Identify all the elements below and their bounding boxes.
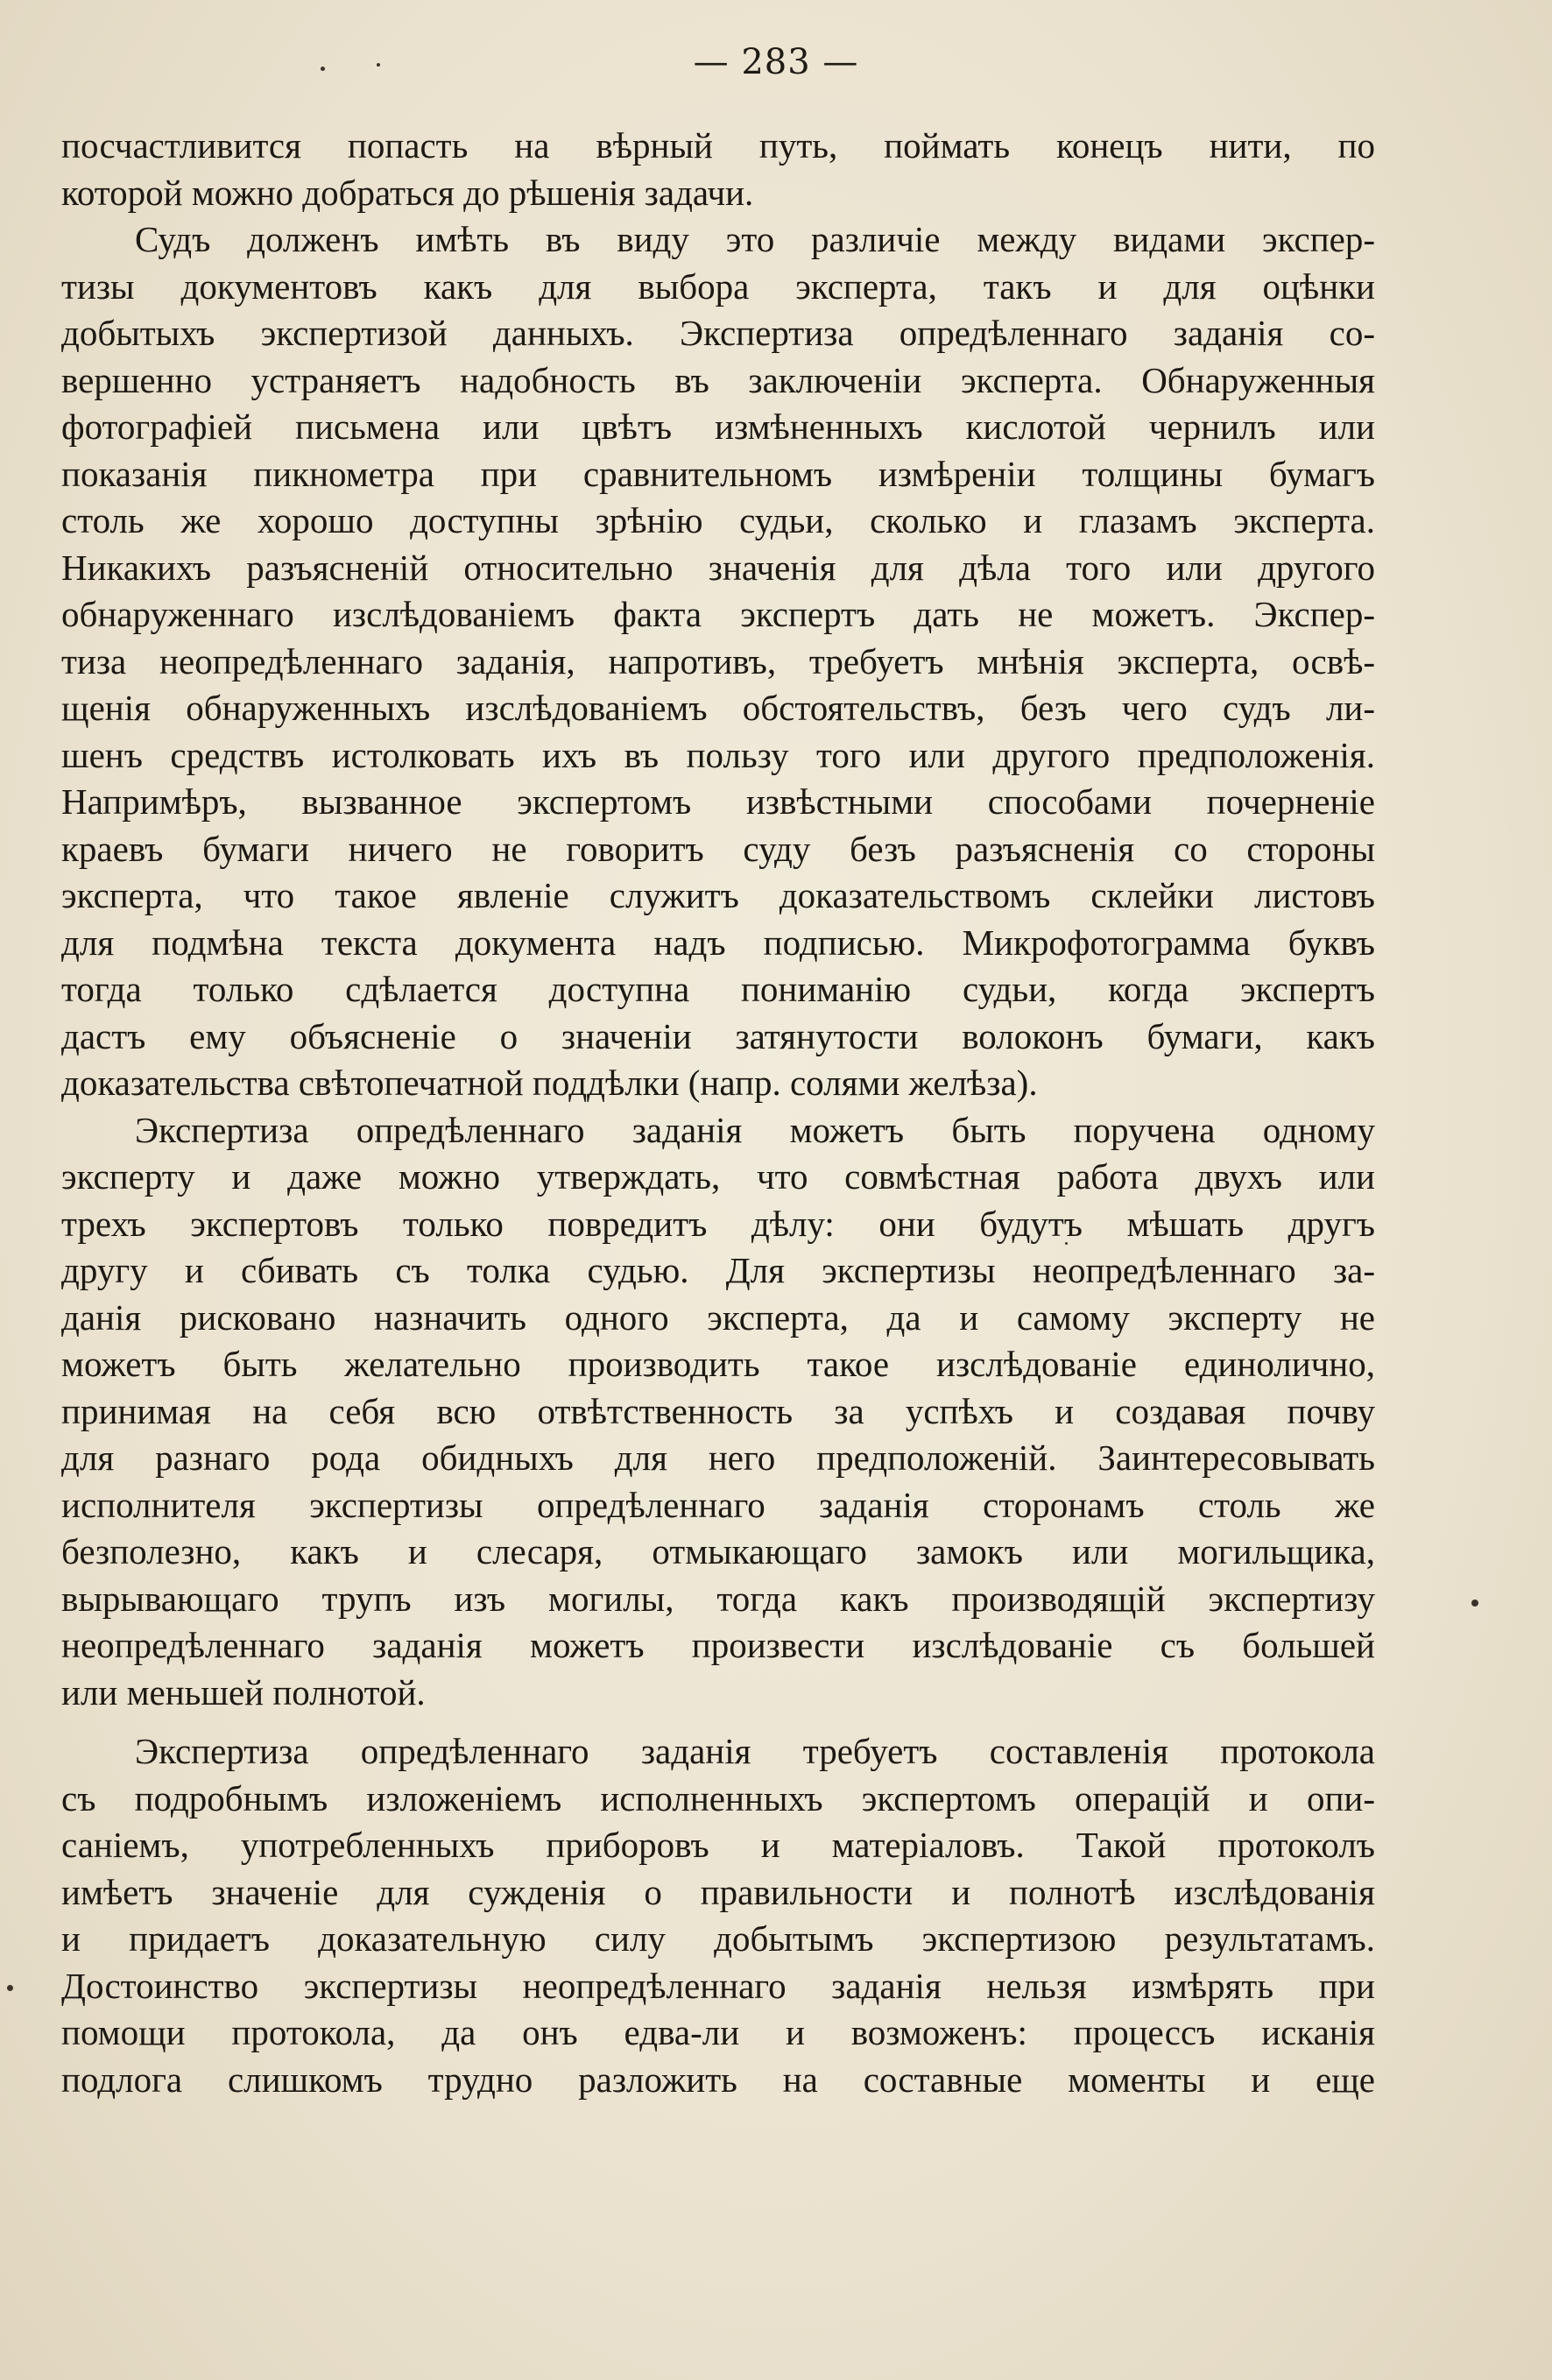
text-line: тизы документовъ какъ для выбора эксперта, такъ и для оцѣнки	[61, 265, 1375, 307]
text-line: Экспертиза опредѣленнаго заданія можетъ быть поручена одному	[135, 1109, 1375, 1150]
ink-speck	[1471, 1600, 1478, 1607]
text-line: для разнаго рода обидныхъ для него предположеній. Заинтересовывать	[61, 1437, 1375, 1478]
text-line: дастъ ему объясненіе о значеніи затянутости волоконъ бумаги, какъ	[61, 1015, 1375, 1056]
text-line: принимая на себя всю отвѣтственность за успѣхъ и создавая почву	[61, 1390, 1375, 1431]
text-line: шенъ средствъ истолковать ихъ въ пользу того или другого предположенія.	[61, 734, 1375, 775]
page-number: — 283 —	[693, 42, 859, 82]
text-line: безполезно, какъ и слесаря, отмыкающаго замокъ или могильщика,	[61, 1531, 1375, 1571]
text-line: для подмѣна текста документа надъ подписью. Микрофотограмма буквъ	[61, 922, 1375, 963]
text-line: Напримѣръ, вызванное экспертомъ извѣстными способами почерненіе	[61, 781, 1375, 822]
text-line: или меньшей полнотой.	[61, 1671, 426, 1713]
text-line: эксперта, что такое явленіе служитъ доказательствомъ склейки листовъ	[61, 875, 1375, 915]
text-line: фотографіей письмена или цвѣтъ измѣненныхъ кислотой чернилъ или	[61, 406, 1375, 447]
text-line: тиза неопредѣленнаго заданія, напротивъ, требуетъ мнѣнія эксперта, освѣ-	[61, 640, 1375, 682]
text-line: Никакихъ разъясненій относительно значенія для дѣла того или другого	[61, 547, 1375, 588]
text-line: можетъ быть желательно производить такое изслѣдованіе единолично,	[61, 1344, 1375, 1384]
text-line: добытыхъ экспертизой данныхъ. Экспертиза опредѣленнаго заданія со-	[61, 313, 1375, 353]
text-line: эксперту и даже можно утверждать, что совмѣстная работа двухъ или	[61, 1156, 1375, 1197]
text-line: тогда только сдѣлается доступна пониманію судьи, когда экспертъ	[61, 969, 1375, 1009]
text-line: Достоинство экспертизы неопредѣленнаго заданія нельзя измѣрять при	[61, 1965, 1375, 2006]
text-line: исполнителя экспертизы опредѣленнаго заданія сторонамъ столь же	[61, 1484, 1375, 1525]
text-line: саніемъ, употребленныхъ приборовъ и матеріаловъ. Такой протоколъ	[61, 1825, 1375, 1865]
text-line: доказательства свѣтопечатной поддѣлки (напр. солями желѣза).	[61, 1063, 1038, 1103]
text-line: и придаетъ доказательную силу добытымъ экспертизою результатамъ.	[61, 1918, 1375, 1959]
text-line: имѣетъ значеніе для сужденія о правильности и полнотѣ изслѣдованія	[61, 1871, 1375, 1912]
text-line: неопредѣленнаго заданія можетъ произвести изслѣдованіе съ большей	[61, 1625, 1375, 1665]
text-line: другу и сбивать съ толка судью. Для экспертизы неопредѣленнаго за-	[61, 1250, 1375, 1290]
text-line: столь же хорошо доступны зрѣнію судьи, сколько и глазамъ эксперта.	[61, 500, 1375, 540]
paragraph-gap	[61, 1716, 1375, 1728]
text-line: подлога слишкомъ трудно разложить на составные моменты и еще	[61, 2059, 1375, 2100]
text-line: щенія обнаруженныхъ изслѣдованіемъ обстоятельствъ, безъ чего судъ ли-	[61, 688, 1375, 728]
text-line: съ подробнымъ изложеніемъ исполненныхъ экспертомъ операцій и опи-	[61, 1777, 1375, 1819]
text-line: трехъ экспертовъ только повредитъ дѣлу: они будутъ мѣшать другъ	[61, 1203, 1375, 1244]
text-line: данія рисковано назначить одного эксперта, да и самому эксперту не	[61, 1296, 1375, 1338]
ink-speck	[7, 1985, 13, 1991]
text-line: краевъ бумаги ничего не говоритъ суду безъ разъясненія со стороны	[61, 828, 1375, 869]
body-text	[61, 123, 1375, 2103]
text-line: вырывающаго трупъ изъ могилы, тогда какъ производящій экспертизу	[61, 1578, 1375, 1619]
text-line: посчастливится попасть на вѣрный путь, поймать конецъ нити, по	[61, 125, 1375, 166]
text-line: показанія пикнометра при сравнительномъ измѣреніи толщины бумагъ	[61, 453, 1375, 494]
text-line: обнаруженнаго изслѣдованіемъ факта экспертъ дать не можетъ. Экспер-	[61, 594, 1375, 634]
text-line: помощи протокола, да онъ едва-ли и возможенъ: процессъ исканія	[61, 2012, 1375, 2052]
text-line: которой можно добраться до рѣшенія задачи.	[61, 172, 754, 213]
text-line: вершенно устраняетъ надобность въ заключеніи эксперта. Обнаруженныя	[61, 359, 1375, 400]
text-line: Судъ долженъ имѣть въ виду это различіе между видами экспер-	[135, 219, 1375, 259]
text-line: Экспертиза опредѣленнаго заданія требуетъ составленія протокола	[135, 1731, 1375, 1771]
